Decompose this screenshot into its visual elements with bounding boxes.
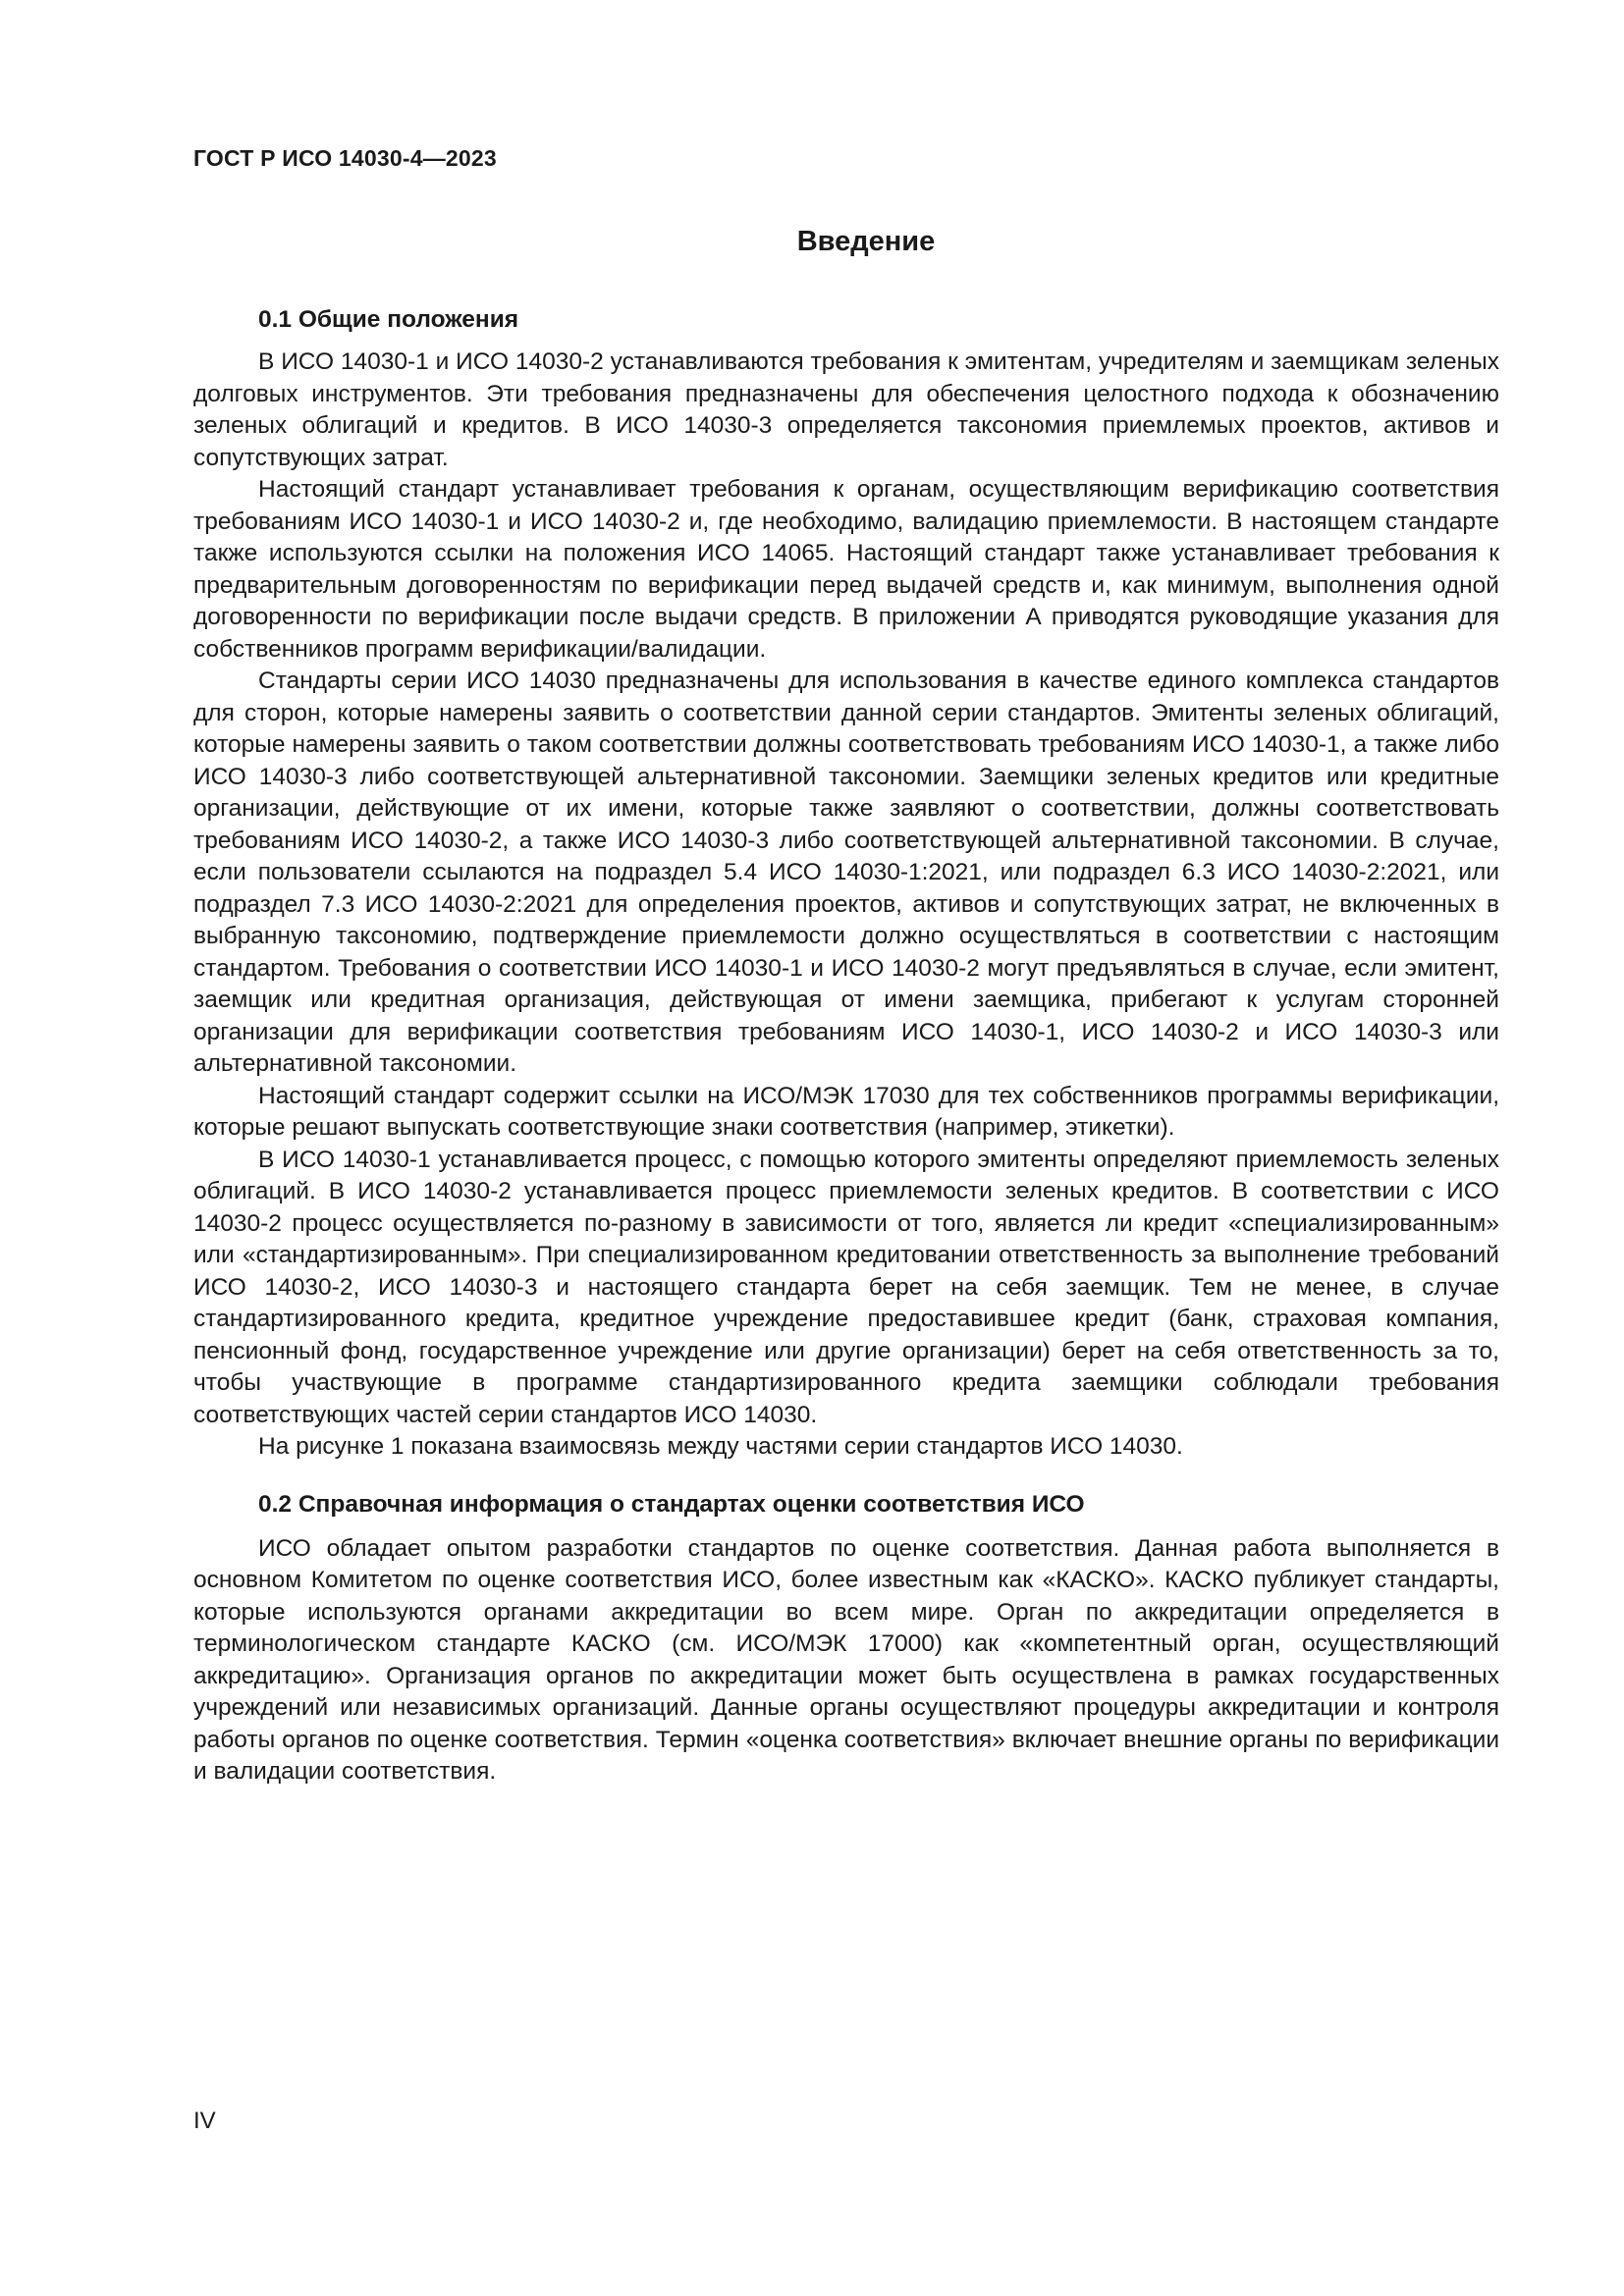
paragraph: На рисунке 1 показана взаимосвязь между частями серии стандартов ИСО 14030.	[258, 1433, 1183, 1460]
document-body	[193, 304, 1499, 1789]
paragraph: В ИСО 14030-1 устанавливается процесс, с помощью которого эмитенты определяют приемлемость зеленых облигаций. В ИСО 14030-2 устанавливается процесс приемлемости зеленых кредитов. В соответствии с ИСО 14030-2 процесс осуществляется по-разному в зависимости от того, является ли кредит «специализированным» или «стандартизированным». При специализированном кредитовании ответственность за выполнение требований ИСО 14030-2, ИСО 14030-3 и настоящего стандарта берет на себя заемщик. Тем не менее, в случае стандартизированного кредита, кредитное учреждение предоставившее кредит (банк, страховая компания, пенсионный фонд, государственное учреждение или другие организации) берет на себя ответственность за то, чтобы участвующие в программе стандартизированного кредита заемщики соблюдали требования соответствующих частей серии стандартов ИСО 14030.	[193, 1146, 1499, 1428]
section-heading-0-2: 0.2 Справочная информация о стандартах оценки соответствия ИСО	[258, 1490, 1085, 1518]
page-title: Введение	[796, 226, 936, 257]
page-number: IV	[193, 2108, 216, 2134]
section-heading-0-1: 0.1 Общие положения	[258, 306, 519, 333]
paragraph: ИСО обладает опытом разработки стандартов по оценке соответствия. Данная работа выполняется в основном Комитетом по оценке соответствия ИСО, более известным как «КАСКО». КАСКО публикует стандарты, которые используются органами аккредитации во всем мире. Орган по аккредитации определяется в терминологическом стандарте КАСКО (см. ИСО/МЭК 17000) как «компетентный орган, осуществляющий аккредитацию». Организация органов по аккредитации может быть осуществлена в рамках государственных учреждений или независимых организаций. Данные органы осуществляют процедуры аккредитации и контроля работы органов по оценке соответствия. Термин «оценка соответствия» включает внешние органы по верификации и валидации соответствия.	[193, 1534, 1499, 1785]
paragraph: Настоящий стандарт устанавливает требования к органам, осуществляющим верификацию соответствия требованиям ИСО 14030-1 и ИСО 14030-2 и, где необходимо, валидацию приемлемости. В настоящем стандарте также используются ссылки на положения ИСО 14065. Настоящий стандарт также устанавливает требования к предварительным договоренностям по верификации перед выдачей средств и, как минимум, выполнения одной договоренности по верификации после выдачи средств. В приложении А приводятся руководящие указания для собственников программ верификации/валидации.	[193, 476, 1499, 663]
paragraph: В ИСО 14030-1 и ИСО 14030-2 устанавливаются требования к эмитентам, учредителям и заемщикам зеленых долговых инструментов. Эти требования предназначены для обеспечения целостного подхода к обозначению зеленых облигаций и кредитов. В ИСО 14030-3 определяется таксономия приемлемых проектов, активов и сопутствующих затрат.	[193, 348, 1499, 471]
document-code: ГОСТ Р ИСО 14030-4—2023	[193, 145, 497, 171]
paragraph: Настоящий стандарт содержит ссылки на ИСО/МЭК 17030 для тех собственников программы верификации, которые решают выпускать соответствующие знаки соответствия (например, этикетки).	[193, 1082, 1499, 1141]
paragraph: Стандарты серии ИСО 14030 предназначены для использования в качестве единого комплекса стандартов для сторон, которые намерены заявить о соответствии данной серии стандартов. Эмитенты зеленых облигаций, которые намерены заявить о таком соответствии должны соответствовать требованиям ИСО 14030-1, а также либо ИСО 14030-3 либо соответствующей альтернативной таксономии. Заемщики зеленых кредитов или кредитные организации, действующие от их имени, которые также заявляют о соответствии, должны соответствовать требованиям ИСО 14030-2, а также ИСО 14030-3 либо соответствующей альтернативной таксономии. В случае, если пользователи ссылаются на подраздел 5.4 ИСО 14030-1:2021, или подраздел 6.3 ИСО 14030-2:2021, или подраздел 7.3 ИСО 14030-2:2021 для определения проектов, активов и сопутствующих затрат, не включенных в выбранную таксономию, подтверждение приемлемости должно осуществляться в соответствии с настоящим стандартом. Требования о соответствии ИСО 14030-1 и ИСО 14030-2 могут предъявляться в случае, если эмитент, заемщик или кредитная организация, действующая от имени заемщика, прибегают к услугам сторонней организации для верификации соответствия требованиям ИСО 14030-1, ИСО 14030-2 и ИСО 14030-3 или альтернативной таксономии.	[193, 667, 1499, 1077]
